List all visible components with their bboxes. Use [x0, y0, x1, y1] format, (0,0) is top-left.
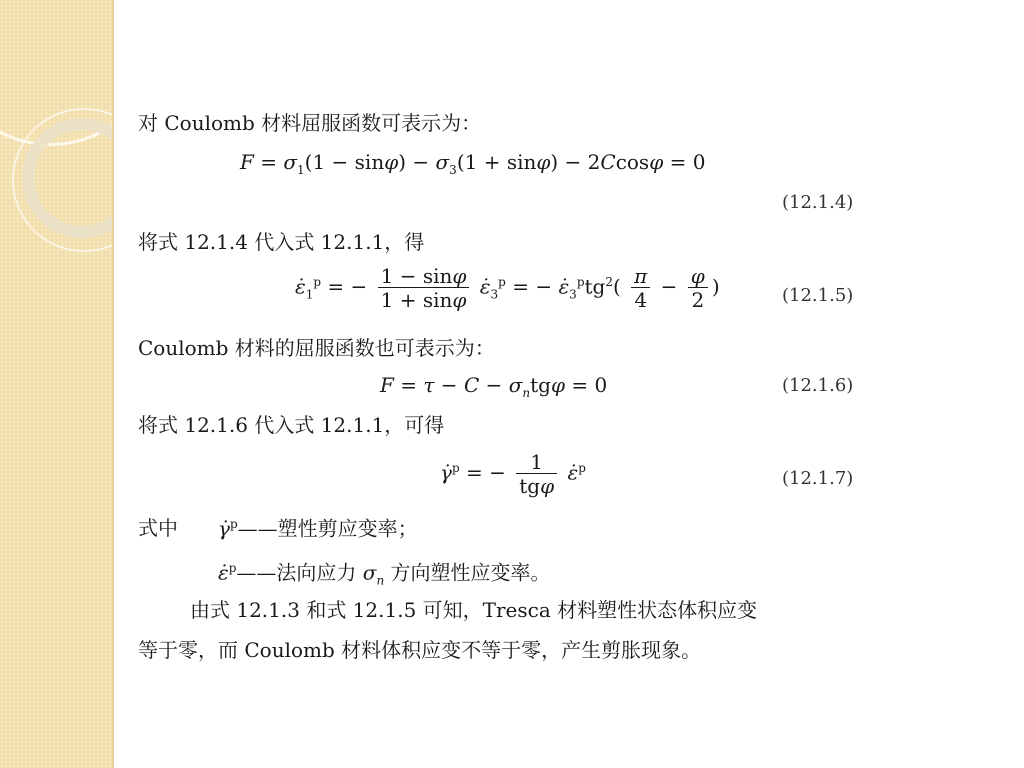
formula-12-1-6: $F = \tau - C - \sigma_ntg\varphi = 0$ [380, 373, 608, 400]
definition-1: γ̇$^p$——塑性剪应变率； [218, 516, 418, 541]
text-line-3: Coulomb 材料的屈服函数也可表示为： [138, 336, 495, 360]
paragraph-line-1: 由式 12.1.3 和式 12.1.5 可知，Tresca 材料塑性状态体积应变 [190, 598, 758, 622]
text-line-4: 将式 12.1.6 代入式 12.1.1，可得 [138, 413, 445, 437]
definition-2-text-b: 方向塑性应变率。 [390, 560, 551, 585]
decorative-sidebar [0, 0, 112, 768]
where-label: 式中 [138, 516, 178, 540]
text-line-1: 对 Coulomb 材料屈服函数可表示为： [138, 111, 482, 135]
paragraph-line-2: 等于零，而 Coulomb 材料体积应变不等于零，产生剪胀现象。 [138, 638, 702, 662]
definition-1-text: ——塑性剪应变率； [237, 516, 418, 541]
formula-12-1-5: $\varepsiloṅ_1^p$ = − $\frac{1 - \sin\varphi}{1 + \sin\varphi}$ $\varepsiloṅ_3^p$ = − $\varepsiloṅ_3^ptg^2$( $\frac{\pi}{4}$ − $\frac{\varphi}{2}$ ) [295, 264, 720, 312]
definition-2: ε̇$^p$——法向应力 $\sigma_n$ 方向塑性应变率。 [218, 560, 551, 588]
sidebar-edge [112, 0, 114, 768]
formula-12-1-4: $F = \sigma_1(1 - \sin\varphi) - \sigma_3(1 + \sin\varphi) - 2Ccos\varphi = 0$ [240, 150, 706, 177]
equation-number: (12.1.5) [782, 285, 854, 306]
formula-12-1-7: γ̇$^p$ = − $\frac{1}{\text{tgφ}}$ ε̇$^p$ [440, 450, 586, 498]
equation-number: (12.1.4) [782, 192, 854, 213]
definition-2-text-a: ——法向应力 [236, 560, 357, 585]
equation-number: (12.1.6) [782, 375, 854, 396]
text-line-2: 将式 12.1.4 代入式 12.1.1，得 [138, 230, 425, 254]
equation-number: (12.1.7) [782, 468, 854, 489]
